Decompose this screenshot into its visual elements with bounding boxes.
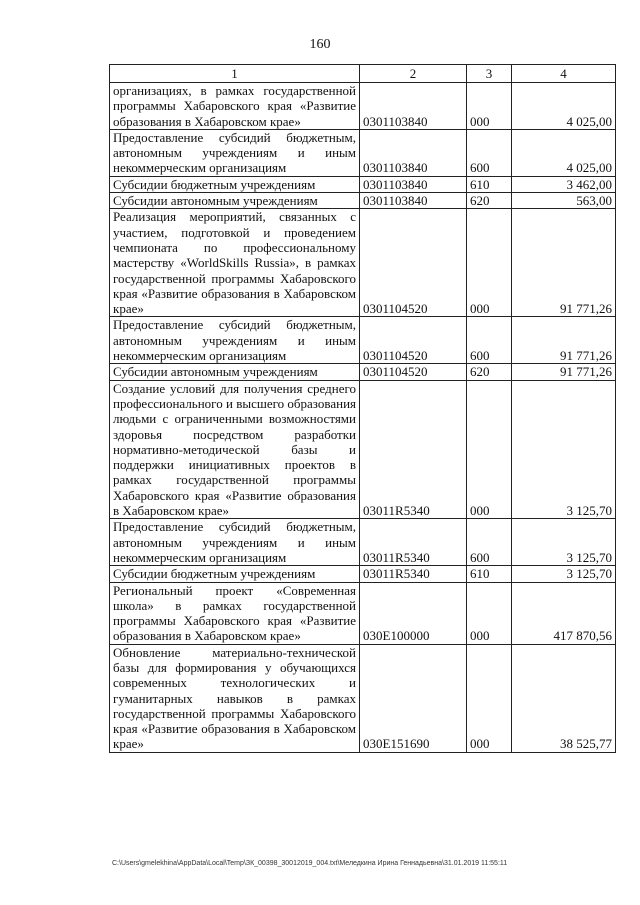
row-type: 000: [467, 582, 512, 644]
row-description: Реализация мероприятий, связанных с участием, подготовкой и проведением чемпионата по профессиональному мастерству «WorldSkills Russia», в рамках государственной программы Хабаровского края «Развитие образования в Хабаровском крае»: [110, 209, 360, 317]
table-row: [110, 582, 616, 644]
table-row: [110, 193, 616, 209]
row-amount: 563,00: [512, 193, 616, 209]
row-type: 600: [467, 519, 512, 566]
row-type: 600: [467, 317, 512, 364]
row-type: 000: [467, 644, 512, 752]
column-header: 4: [512, 65, 616, 83]
table-row: [110, 317, 616, 364]
table-row: [110, 566, 616, 582]
table-header-row: [110, 65, 616, 83]
row-amount: 91 771,26: [512, 209, 616, 317]
row-amount: 3 125,70: [512, 519, 616, 566]
row-description: Предоставление субсидий бюджетным, автономным учреждениям и иным некоммерческим организациям: [110, 317, 360, 364]
row-code: 0301103840: [360, 83, 467, 130]
column-header: 1: [110, 65, 360, 83]
row-description: Обновление материально-технической базы для формирования у обучающихся современных технологических и гуманитарных навыков в рамках государственной программы Хабаровского края «Развитие образования в Хабаровском крае»: [110, 644, 360, 752]
row-amount: 4 025,00: [512, 129, 616, 176]
row-code: 0301103840: [360, 176, 467, 192]
row-description: Субсидии бюджетным учреждениям: [110, 566, 360, 582]
row-type: 000: [467, 83, 512, 130]
row-code: 03011R5340: [360, 566, 467, 582]
column-header: 2: [360, 65, 467, 83]
row-type: 620: [467, 193, 512, 209]
row-amount: 3 125,70: [512, 566, 616, 582]
table-row: [110, 380, 616, 519]
page-number: 160: [309, 37, 331, 52]
row-description: организациях, в рамках государственной программы Хабаровского края «Развитие образования в Хабаровском крае»: [110, 83, 360, 130]
row-description: Субсидии автономным учреждениям: [110, 364, 360, 380]
row-type: 000: [467, 209, 512, 317]
table-row: [110, 83, 616, 130]
row-description: Субсидии бюджетным учреждениям: [110, 176, 360, 192]
row-type: 610: [467, 566, 512, 582]
row-amount: 4 025,00: [512, 83, 616, 130]
table-row: [110, 129, 616, 176]
row-code: 0301104520: [360, 317, 467, 364]
row-amount: 3 462,00: [512, 176, 616, 192]
budget-table: [109, 64, 616, 753]
row-description: Региональный проект «Современная школа» в рамках государственной программы Хабаровского края «Развитие образования в Хабаровском крае»: [110, 582, 360, 644]
row-amount: 3 125,70: [512, 380, 616, 519]
column-header: 3: [467, 65, 512, 83]
table-row: [110, 176, 616, 192]
row-type: 000: [467, 380, 512, 519]
table-row: [110, 644, 616, 752]
row-code: 03011R5340: [360, 380, 467, 519]
row-code: 0301103840: [360, 129, 467, 176]
row-code: 030E100000: [360, 582, 467, 644]
table-row: [110, 364, 616, 380]
row-code: 0301104520: [360, 364, 467, 380]
row-code: 0301103840: [360, 193, 467, 209]
row-type: 600: [467, 129, 512, 176]
row-code: 030E151690: [360, 644, 467, 752]
row-description: Создание условий для получения среднего профессионального и высшего образования людьми с ограниченными возможностями здоровья посредством разработки нормативно-методической базы и поддержки инициативных проектов в рамках государственной программы Хабаровского края «Развитие образования в Хабаровском крае»: [110, 380, 360, 519]
row-type: 620: [467, 364, 512, 380]
row-amount: 91 771,26: [512, 364, 616, 380]
row-description: Предоставление субсидий бюджетным, автономным учреждениям и иным некоммерческим организациям: [110, 129, 360, 176]
row-type: 610: [467, 176, 512, 192]
table-row: [110, 209, 616, 317]
row-description: Предоставление субсидий бюджетным, автономным учреждениям и иным некоммерческим организациям: [110, 519, 360, 566]
row-code: 03011R5340: [360, 519, 467, 566]
document-footer-path: C:\Users\gmelekhina\AppData\Local\Temp\ЗК_00398_30012019_004.txt\Меледкина Ирина Геннадьевна\31.01.2019 11:55:11: [112, 860, 508, 867]
row-amount: 417 870,56: [512, 582, 616, 644]
row-amount: 38 525,77: [512, 644, 616, 752]
table-row: [110, 519, 616, 566]
row-code: 0301104520: [360, 209, 467, 317]
row-description: Субсидии автономным учреждениям: [110, 193, 360, 209]
row-amount: 91 771,26: [512, 317, 616, 364]
